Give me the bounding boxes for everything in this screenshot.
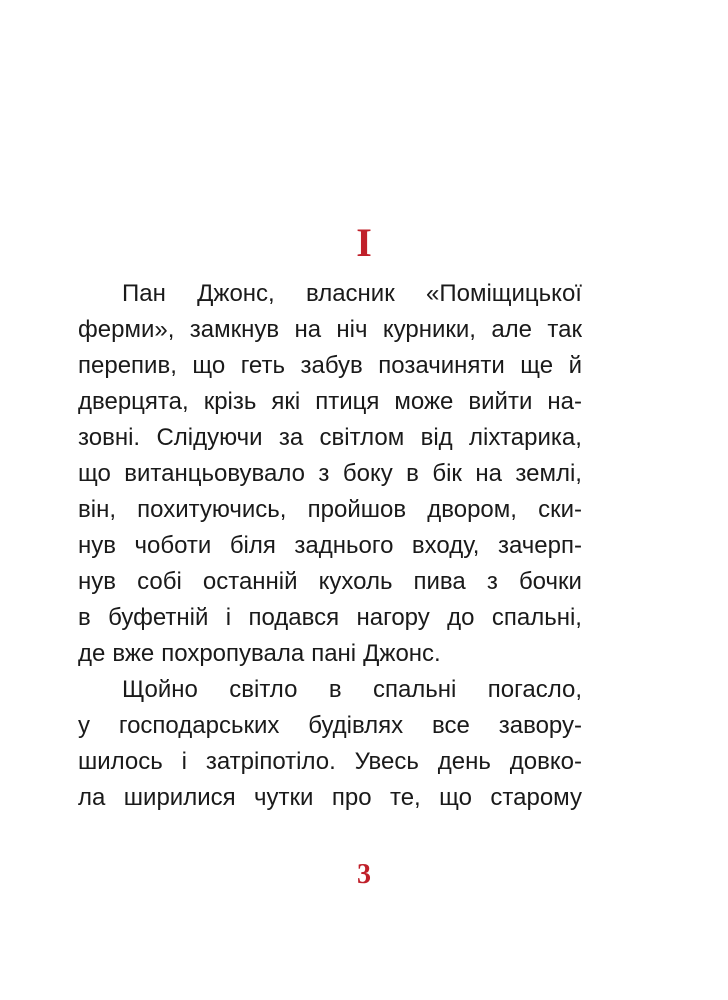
text-line: Пан Джонс, власник «Поміщицької — [122, 280, 582, 307]
text-line: ферми», замкнув на ніч курники, але так — [78, 316, 582, 343]
text-line: зовні. Слідуючи за світлом від ліхтарика, — [78, 424, 582, 451]
text-line: де вже похропувала пані Джонс. — [78, 640, 441, 667]
body-text — [78, 276, 582, 816]
page-number: 3 — [357, 859, 371, 890]
text-line: нув чоботи біля заднього входу, зачерп- — [78, 532, 582, 559]
text-line-group — [78, 708, 582, 816]
text-line: у господарських будівлях все завору- — [78, 712, 582, 739]
text-line: перепив, що геть забув позачиняти ще й — [78, 352, 582, 379]
text-line: що витанцьовувало з боку в бік на землі, — [78, 460, 582, 487]
text-line: в буфетній і подався нагору до спальні, — [78, 604, 582, 631]
chapter-heading: I — [356, 220, 372, 265]
text-line: Щойно світло в спальні погасло, — [122, 676, 582, 703]
text-line: ла ширилися чутки про те, що старому — [78, 784, 582, 811]
text-line: він, похитуючись, пройшов двором, ски- — [78, 496, 582, 523]
text-line: шилось і затріпотіло. Увесь день довко- — [78, 748, 582, 775]
text-line: нув собі останній кухоль пива з бочки — [78, 568, 582, 595]
text-line: дверцята, крізь які птиця може вийти на- — [78, 388, 582, 415]
